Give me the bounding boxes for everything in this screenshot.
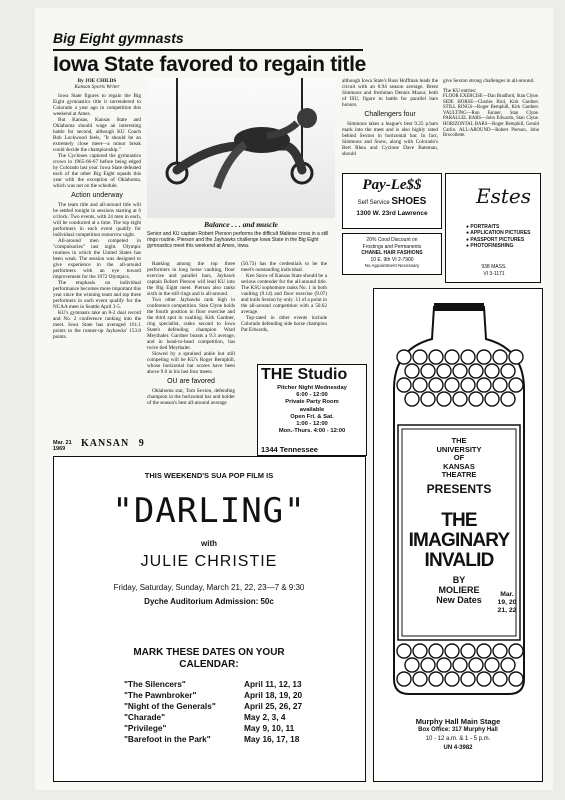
decorative-ball [453,364,467,378]
calendar-row [124,679,324,690]
headline: Iowa State favored to regain title [53,53,367,76]
decorative-ball [429,378,443,392]
calendar-film: "Night of the Generals" [124,701,216,711]
paragraph: All-around men competed in "compulsories" last night. Olympic routines in which the United States has been weak. The session was designed to give experience to the all-around performers with an eye toward improvement for the 1972 Olympics. [53,238,141,280]
decorative-ball [469,364,483,378]
studio-line: available [299,406,325,413]
paragraph: The team title and all-around title will be settled tonight in sessions starting at 6 o'clock. Two events, with 24 men in each, will be conducted at a time. The top eight performers in each event qualify for individual competition tomorrow night. [53,202,141,238]
theatre-phone: UN 4-3982 [443,745,473,751]
paragraph: Slowed by a sprained ankle but still competing will be KU's Roger Bemphill, whose horizontal bar scores have been above 9.0 in his last four meets. [147,351,235,375]
decorative-ball [405,364,419,378]
play-title-line: IMAGINARY [408,530,510,551]
payless-self-service-text: Self Service [357,200,390,206]
payless-ad [342,173,442,229]
calendar-film: "Privilege" [124,723,167,733]
section-rule [53,49,363,51]
decorative-ball [405,658,419,672]
theatre-line: OF [453,453,465,463]
decorative-ball [461,350,475,364]
calendar-row [124,690,324,701]
decorative-ball [469,658,483,672]
paragraph: The Cyclones captured the gymnastics crown in 1965-66-67 before being edged by Colorado last year. Iowa State defeated each of the other Big Eight squads this year with the exception of Oklahoma, which was not on the schedule. [53,153,141,189]
decorative-ball [469,392,483,406]
decorative-ball [493,378,507,392]
folio-paper-name: KANSAN [81,438,130,449]
decorative-ball [421,392,435,406]
decorative-ball [509,378,523,392]
section-label-text: Big Eight gymnasts [53,30,184,46]
paragraph: (50.73) has the credentials to be the meet's outstanding individual. [241,261,327,273]
paragraph: Oklahoma star, Tom Sexton, defending champion in the horizontal bar and holder of the season's best all-around average [147,388,235,406]
paragraph: The emphasis on individual performance becomes more important this year since the winning team and top three performers in each event qualify for the NCAA meet in Seattle April 3-5. [53,280,141,310]
subhead-challengers: Challengers four [364,111,416,118]
estes-service-text: PHOTOFINISHING [470,242,514,249]
subhead-action: Action underway [71,192,123,199]
calendar-dates: April 25, 26, 27 [244,701,303,711]
play-new-dates: New Dates [436,595,482,605]
calendar-list [124,679,324,745]
play-title-line: INVALID [424,550,494,571]
estes-address: 938 MASS. [481,264,507,270]
bottle-illustration [374,289,544,709]
decorative-ball [445,672,459,686]
calendar-dates: May 9, 10, 11 [244,723,295,733]
calendar-dates: April 18, 19, 20 [244,690,303,700]
estes-contact [446,264,542,277]
calendar-dates: May 16, 17, 18 [244,734,300,744]
photo-caption-text: Senior and KU captain Robert Pierson performs the difficult Maltese cross in a still rings routine. Pierson and the Jayhawks challenge Iowa State in the Big Eight gymnastics meet this weekend at Ames, Iowa. [147,231,329,250]
theatre-line: UNIVERSITY [436,444,482,454]
byline: By JOE CHILDS [77,78,117,84]
decorative-ball [509,644,523,658]
folio-year: 1969 [53,446,66,452]
folio-paper [81,438,145,449]
play-dates: 19, 20 [497,599,517,607]
film-with: with [201,539,217,548]
theatre-play-title [402,511,516,571]
payless-logo: Pay-Le$$ [362,177,422,193]
calendar-dates: May 2, 3, 4 [244,712,286,722]
decorative-ball [397,350,411,364]
decorative-ball [493,672,507,686]
estes-service-item: ● APPLICATION PICTURES [466,230,531,237]
decorative-ball [477,672,491,686]
decorative-ball [437,392,451,406]
studio-address: 1344 Tennessee [261,445,318,454]
decorative-ball [453,392,467,406]
chanel-note: No Appointment Necessary [364,263,420,268]
estes-service-text: APPLICATION PICTURES [470,230,531,237]
paragraph: Iowa State figures to regain the Big Eight gymnastics title it surrendered to Colorado a year ago in competition this weekend at Ames. [53,93,141,117]
newspaper-page [35,8,553,790]
theatre-boxoffice [374,717,542,753]
decorative-ball [485,658,499,672]
theatre-box-office: Box Office: 317 Murphy Hall [418,727,498,733]
chanel-line: 20% Cood Discount on [366,237,418,243]
studio-ad [257,364,367,456]
article-column-1 [53,78,141,340]
film-star: JULIE CHRISTIE [140,553,278,570]
calendar-row [124,701,324,712]
subhead-ou: OU are favored [167,378,215,385]
play-date-list [492,591,522,616]
calendar-row [124,723,324,734]
decorative-ball [429,350,443,364]
paragraph: Top-rated in other events include Colorado defending side horse champion Pat Edwards, [241,315,327,333]
estes-logo: Estes [476,184,531,208]
payless-shoes: SHOES [391,196,427,207]
folio-date-text: Mar. 21 [53,440,72,446]
paragraph: Ken Snow of Kansas State should be a serious contender for the all-around title. The KSU sophomore ranks No. 1 in both vaulting (9.14) and floor exercise (9.07) and trails Sexton by only .11 of a point in the all-around competition with a 50.62 average. [241,273,327,315]
decorative-ball [421,658,435,672]
decorative-ball [437,364,451,378]
calendar-row [124,712,324,723]
calendar-title: MARK THESE DATES ON YOUR CALENDAR: [133,647,285,670]
paragraph: But Kansas, Kansas State and Oklahoma should wage an interesting battle for second, although KU Coach Bob Lockwood feels, "It should be an extremely close meet—a minor break could decide the championship." [53,117,141,153]
decorative-ball [461,672,475,686]
theatre-hours: 10 - 12 a.m. & 1 - 5 p.m. [425,736,491,742]
theatre-line: THEATRE [441,470,477,480]
decorative-ball [413,378,427,392]
decorative-ball [397,672,411,686]
paragraph: KU's gymnasts take an 8-2 dual record and No. 2 conference ranking into the meet. Iowa State has averaged 161.1 points to the runner-up Jayhawks' 153.8 points. [53,310,141,340]
play-by: BY [452,575,466,585]
decorative-ball [509,672,523,686]
film-ad [53,456,366,782]
decorative-ball [509,350,523,364]
play-dates: 21, 22 [497,607,517,615]
studio-line: Pitcher Night Wednesday [277,385,347,391]
studio-line: Open Fri. & Sat. [290,413,334,420]
estes-phone: VI 3-1171 [483,270,505,277]
paragraph: although Iowa State's Russ Hoffman leads the circuit with an 8.94 season average. Brent Simmons and freshman Dennis Mazur, both of ISU, figure to battle for parallel bars honors. [342,78,438,108]
decorative-ball [445,378,459,392]
decorative-ball [413,672,427,686]
estes-service-text: PORTRAITS [470,224,500,230]
decorative-ball [461,378,475,392]
decorative-ball [429,672,443,686]
decorative-ball [477,350,491,364]
paragraph: give Sexton strong challenges in all-around. [443,78,535,84]
theatre-line: THE [451,436,467,445]
decorative-ball [445,644,459,658]
estes-services [466,224,530,249]
decorative-ball [413,350,427,364]
chanel-address: 10 E. 9th VI 2-7900 [370,256,414,263]
calendar-row [124,734,324,745]
studio-line: Private Party Room [285,399,339,406]
theatre-ad [373,288,543,782]
calendar-film: "Barefoot in the Park" [124,734,211,744]
photo-caption [147,220,335,250]
gymnast-photo [147,78,335,218]
payless-self-service [343,196,441,207]
decorative-ball [461,644,475,658]
studio-logo: THE Studio [261,366,348,383]
paragraph: Two other Jayhawks rank high in conference competition. Stan Clyne holds the fourth position in floor exercise and the third spot in vaulting. Kirk Gardner, ring specialist, ranks second to Iowa State's defending champion Ward Meythaler. Gardner boasts a 9.3 average, and in head-to-head competition, has twice tied Meythaler. [147,297,235,351]
decorative-ball [429,644,443,658]
calendar-film: "The Pawnbroker" [124,690,197,700]
decorative-ball [405,392,419,406]
film-venue: Dyche Auditorium Admission: 50c [144,597,274,606]
decorative-ball [445,350,459,364]
film-schedule: Friday, Saturday, Sunday, March 21, 22, 23—7 & 9:30 [113,583,305,592]
decorative-ball [437,658,451,672]
studio-line: 1:00 - 12:00 [296,421,328,428]
theatre-presenter [402,437,516,496]
film-title: "DARLING" [112,491,306,531]
paragraph: Ranking among the top three performers in long horse vaulting, floor exercise and parallel bars, Jayhawk captain Robert Pierson will lead KU into the Big Eight meet. Pierson also ranks sixth in the still rings and is all-around. [147,261,235,297]
play-month: Mar. [500,591,514,598]
article-column-3 [241,261,327,333]
folio-date [53,440,72,452]
decorative-ball [485,364,499,378]
decorative-ball [485,392,499,406]
payless-address: 1300 W. 23rd Lawrence [356,210,428,217]
decorative-ball [501,658,515,672]
entries-intro: The KU entries: [443,88,477,94]
decorative-ball [413,644,427,658]
decorative-ball [453,658,467,672]
article-column-2 [147,261,235,406]
decorative-ball [493,644,507,658]
byline-role: Kansan Sports Writer [74,84,120,90]
article-column-5 [443,78,539,139]
article-column-4 [342,78,438,157]
photo-caption-title: Balance . . . and muscle [204,220,278,229]
decorative-ball [501,364,515,378]
film-intro: THIS WEEKEND'S SUA POP FILM IS [144,471,274,480]
decorative-ball [493,350,507,364]
entries-list: FLOOR EXERCISE—Dan Bradford, Stan Clyne. SIDE HORSE—Charles Bird, Kirk Gardner. STILL RINGS—Roger Bemphill, Kirk Gardner. VAULTING—Ron Fanner, Stan Clyne. PARALLEL BARS—John Edwards, Stan Clyne. HORIZONTAL BARS—Roger Bemphill, Gerald Carlin. ALL-AROUND—Robert Pierson, John Brocollette. [443,94,539,139]
decorative-ball [397,378,411,392]
decorative-ball [501,392,515,406]
theatre-venue: Murphy Hall Main Stage [415,717,501,726]
studio-line: Mon.-Thurs. 4:00 - 12:00 [278,428,346,435]
estes-ad [445,173,541,283]
play-title-line: THE [441,510,477,531]
chanel-line: Frostings and Permanents [362,243,422,250]
theatre-presents: PRESENTS [426,481,492,496]
chanel-ad [342,233,442,275]
paragraph: Simmons takes a league's best 9.25 p.bars mark into the meet and is also highly rated behind Sexton in horizontal bar. In fact, Simmons and Snow, along with Colorado's Bert Rhea and Cyclone Dave Bateman, should [342,121,438,157]
decorative-ball [477,378,491,392]
estes-service-item: ● PORTRAITS [466,224,500,230]
estes-service-text: PASSPORT PICTURES [470,236,525,243]
estes-service-item: ● PHOTOFINISHING [466,242,514,249]
theatre-line: KANSAS [443,461,475,471]
calendar-dates: April 11, 12, 13 [244,679,302,689]
estes-service-item: ● PASSPORT PICTURES [466,236,525,243]
folio-page-number: 9 [138,438,145,449]
chanel-name: CHANEL HAIR FASHIONS [361,250,423,256]
calendar-film: "The Silencers" [124,679,186,689]
decorative-ball [397,644,411,658]
decorative-ball [477,644,491,658]
decorative-ball [421,364,435,378]
calendar-film: "Charade" [124,712,166,722]
studio-details [260,385,364,435]
play-author: MOLIERE [438,585,480,595]
studio-line: 6:00 - 12:00 [296,392,328,399]
gymnast-rings-illustration [147,78,335,218]
